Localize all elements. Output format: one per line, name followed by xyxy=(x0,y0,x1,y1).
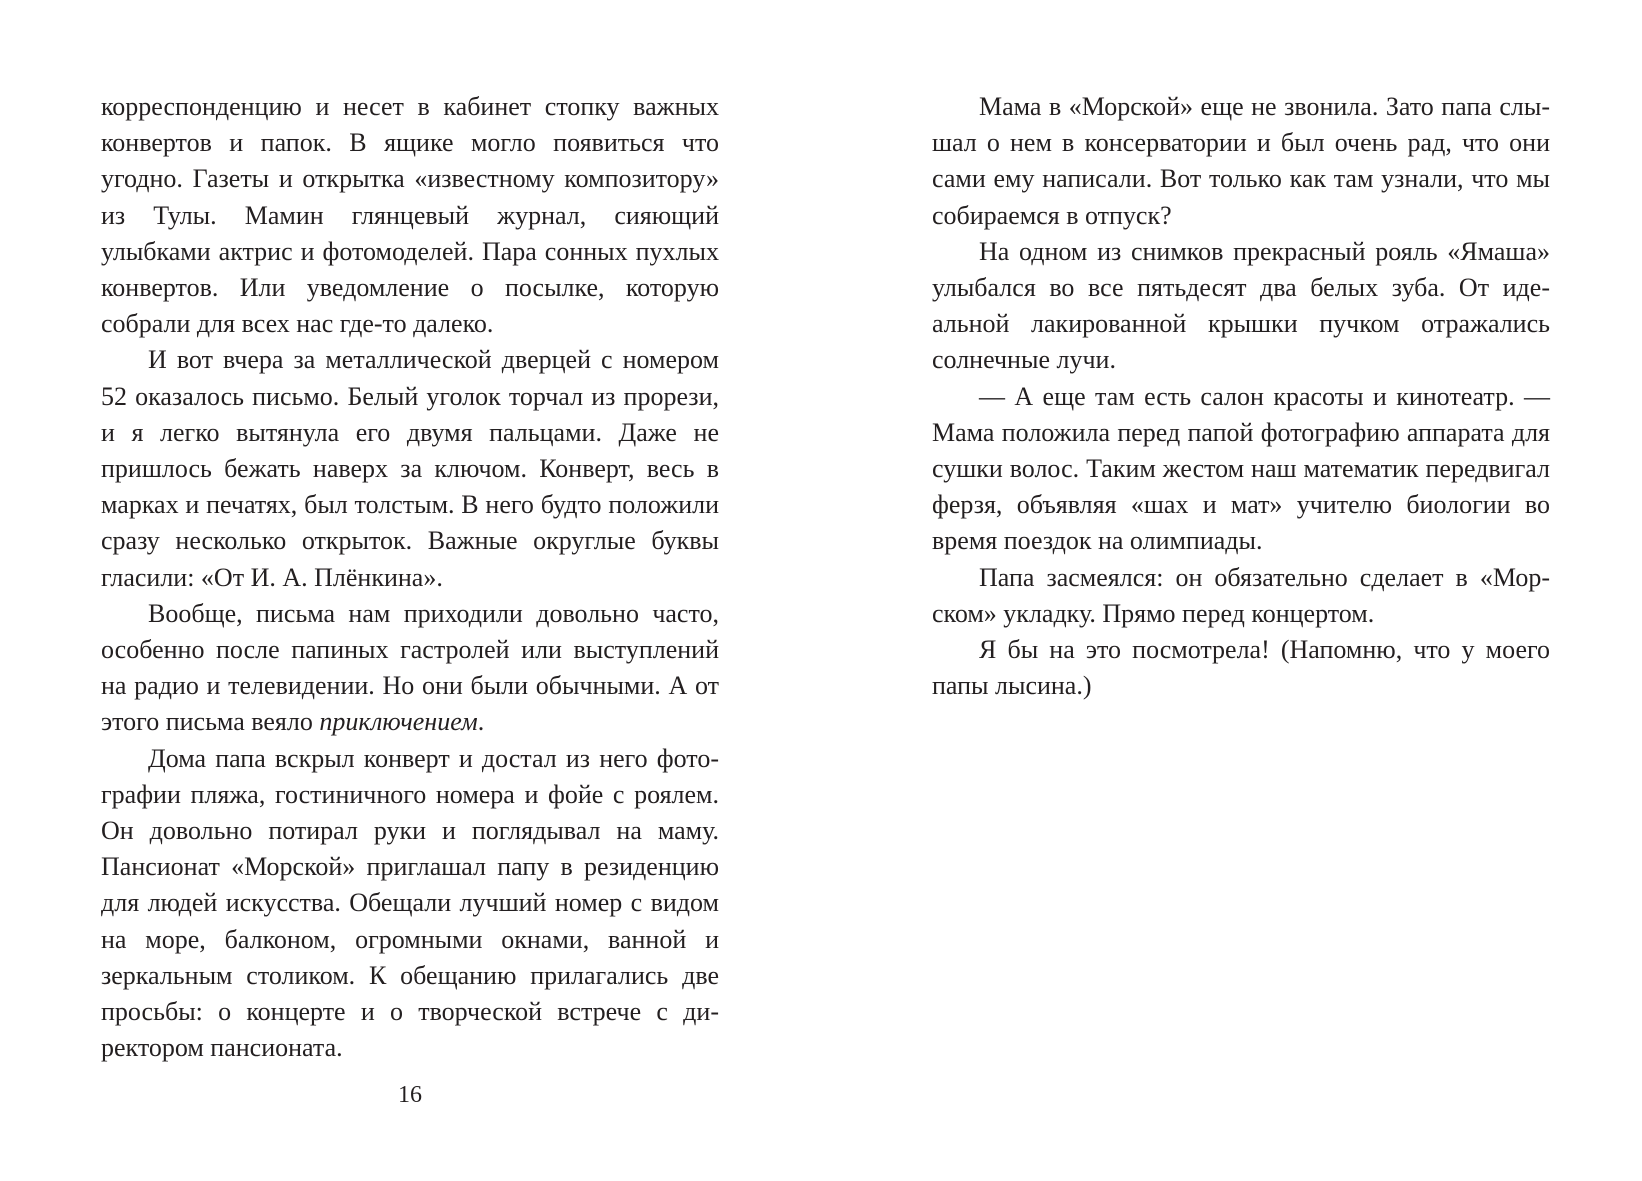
paragraph xyxy=(101,89,719,342)
paragraph-text: — А еще там есть салон красоты и кинотеатр. — Мама положила перед папой фотографию аппарата для сушки волос. Таким жестом наш математик передвигал ферзя, объявляя «шах и мат» учителю биологии во время поездок на олимпиады. xyxy=(932,381,1550,556)
paragraph xyxy=(932,379,1550,560)
page-number: 16 xyxy=(398,1082,422,1108)
paragraph xyxy=(932,632,1550,704)
paragraph-text: Вообще, письма нам приходили довольно часто, особенно после папиных гастролей или выступлений на радио и телевидении. Но они были обычными. А от этого письма веяло xyxy=(101,598,719,737)
paragraph-text: корреспонденцию и несет в кабинет стопку важных конвертов и папок. В ящике могло появиться что угодно. Газеты и открытка «известному композитору» из Тулы. Мамин глянцевый журнал, сияющий улыбками актрис и фотомоделей. Пара сонных пухлых конвертов. Или уведомление о посылке, которую собрали для всех нас где-то далеко. xyxy=(101,92,719,339)
paragraph-text: Дома папа вскрыл конверт и достал из него фотографии пляжа, гостиничного номера и фойе с роялем. Он довольно потирал руки и поглядывал на маму. Пансионат «Морской» приглашал папу в резиденцию для людей искусства. Обещали лучший номер с видом на море, балконом, огромными окнами, ванной и зеркальным столиком. К обещанию прилагались две просьбы: о концерте и о творческой встрече с директором пансионата. xyxy=(101,743,719,1063)
paragraph xyxy=(101,741,719,1067)
paragraph-text: Мама в «Морской» еще не звонила. Зато папа слышал о нем в консерватории и был очень рад, что они сами ему написали. Вот только как там узнали, что мы собираемся в отпуск? xyxy=(932,92,1550,230)
paragraph-text: Папа засмеялся: он обязательно сделает в «Морском» укладку. Прямо перед концертом. xyxy=(932,562,1550,628)
left-page xyxy=(101,89,719,1066)
paragraph xyxy=(932,89,1550,234)
paragraph-text: . xyxy=(477,707,485,737)
paragraph-text: На одном из снимков прекрасный рояль «Ямаша» улыбался во все пятьдесят два белых зуба. От идеальной лакированной крышки пучком отражались солнечные лучи. xyxy=(932,236,1550,375)
paragraph-text: И вот вчера за металлической дверцей с номером 52 оказалось письмо. Белый уголок торчал из прорези, и я легко вытянула его двумя пальцами. Даже не пришлось бежать наверх за ключом. Конверт, весь в марках и печатях, был толстым. В него будто положили сразу несколько открыток. Важные округлые буквы гласили: «От И. А. Плёнкина». xyxy=(101,345,719,592)
right-page xyxy=(932,89,1550,704)
paragraph-text: Я бы на это посмотрела! (Напомню, что у моего папы лысина.) xyxy=(932,635,1550,701)
emphasis-text: приключением xyxy=(319,707,478,737)
paragraph xyxy=(932,234,1550,379)
paragraph xyxy=(101,342,719,595)
paragraph xyxy=(101,596,719,741)
paragraph xyxy=(932,560,1550,632)
